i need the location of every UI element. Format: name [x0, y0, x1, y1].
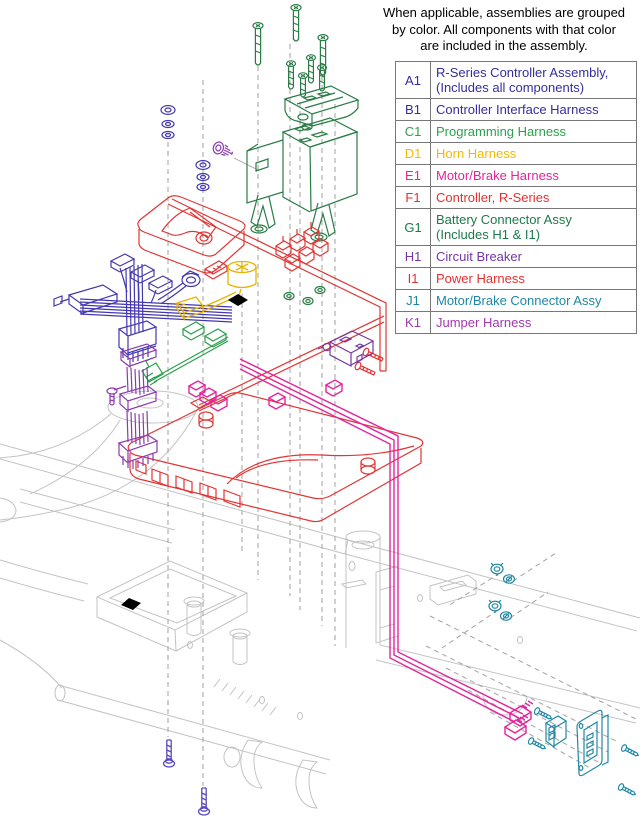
leader-lines-solid: [234, 158, 258, 170]
washer-icon: [501, 612, 512, 620]
part-code: J1: [396, 290, 431, 312]
horn: [228, 261, 256, 296]
screw-icon: [291, 5, 301, 41]
legend-row-i1: [396, 268, 637, 290]
part-label: Power Harness: [431, 268, 637, 290]
note-line: by color. All components with that color: [391, 21, 616, 37]
nut-icon: [161, 106, 175, 115]
part-label: Jumper Harness: [431, 312, 637, 334]
part-label: Motor/Brake Connector Assy: [431, 290, 637, 312]
part-code: G1: [396, 209, 431, 246]
nut-icon: [489, 600, 501, 613]
nut-icon: [491, 563, 503, 576]
controller-body-f1: [128, 393, 423, 522]
part-label: Motor/Brake Harness: [431, 165, 637, 187]
legend-row-a1: [396, 62, 637, 99]
washer-icon: [504, 575, 515, 583]
battery-connector-assembly-g1: [247, 5, 358, 305]
part-code: H1: [396, 246, 431, 268]
part-code: I1: [396, 268, 431, 290]
threaded-plug: [212, 141, 235, 159]
legend-row-b1: [396, 99, 637, 121]
part-label: Controller Interface Harness: [431, 99, 637, 121]
part-label: Horn Harness: [431, 143, 637, 165]
screw-icon: [527, 737, 546, 751]
legend-row-h1: [396, 246, 637, 268]
part-label: Controller, R-Series: [431, 187, 637, 209]
diamond-marker: [228, 294, 248, 306]
washer-icon: [162, 132, 174, 139]
controller-cover-f1: [138, 196, 245, 273]
part-label: Circuit Breaker: [431, 246, 637, 268]
legend-row-j1: [396, 290, 637, 312]
nut-icon: [284, 293, 294, 300]
screw-icon: [164, 740, 175, 767]
washer-icon: [298, 114, 308, 120]
legend-row-k1: [396, 312, 637, 334]
nut-icon: [303, 298, 313, 305]
nut-icon: [315, 287, 325, 294]
note-line: When applicable, assemblies are grouped: [382, 5, 626, 20]
legend-row-e1: [396, 165, 637, 187]
part-code: B1: [396, 99, 431, 121]
part-code: K1: [396, 312, 431, 334]
motor-brake-harness-e1: [189, 359, 533, 740]
orientation-markers: [121, 294, 248, 610]
screw-icon: [620, 744, 639, 758]
part-code: A1: [396, 62, 431, 99]
part-code: F1: [396, 187, 431, 209]
battery-connector-box: [247, 118, 357, 241]
grouping-note: [368, 5, 640, 55]
screw-icon: [199, 788, 210, 815]
power-connector-cluster: [276, 222, 328, 271]
part-label: Battery Connector Assy (Includes H1 & I1): [431, 209, 637, 246]
legend-table: [395, 61, 637, 334]
screw-icon: [354, 361, 376, 377]
screw-icon: [253, 23, 263, 65]
legend-row-f1: [396, 187, 637, 209]
interface-harness-b1: [54, 106, 232, 363]
washer-icon: [162, 121, 174, 128]
legend-row-c1: [396, 121, 637, 143]
note-line: are included in the assembly.: [420, 38, 588, 53]
part-code: C1: [396, 121, 431, 143]
part-code: E1: [396, 165, 431, 187]
legend-row-d1: [396, 143, 637, 165]
legend-row-g1: [396, 209, 637, 246]
screw-icon: [533, 707, 552, 721]
part-label: R-Series Controller Assembly, (Includes all components): [431, 62, 637, 99]
screw-icon: [307, 55, 316, 83]
programming-harness-c1: [142, 322, 228, 385]
screw-icon: [287, 61, 296, 89]
connector-plate: [577, 710, 608, 775]
screw-icon: [617, 783, 636, 797]
part-label: Programming Harness: [431, 121, 637, 143]
part-code: D1: [396, 143, 431, 165]
